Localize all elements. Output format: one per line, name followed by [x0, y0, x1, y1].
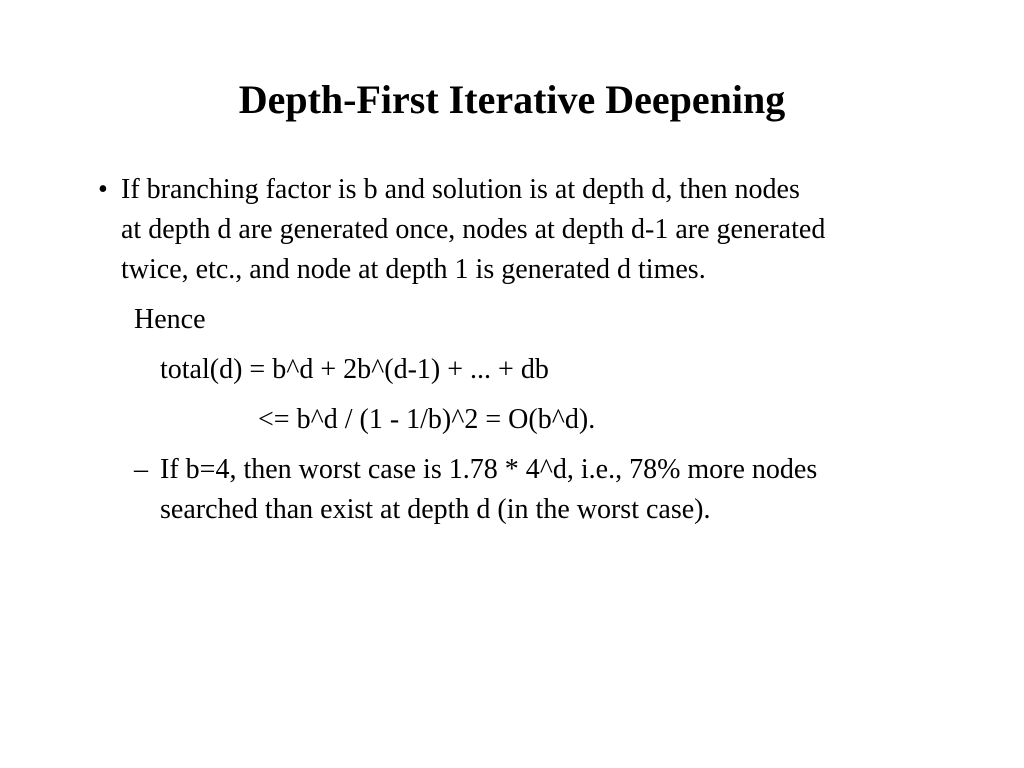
- formula-line-2: <= b^d / (1 - 1/b)^2 = O(b^d).: [258, 404, 596, 435]
- bullet-line-3: twice, etc., and node at depth 1 is generated d times.: [121, 254, 706, 285]
- sub-bullet-marker: –: [134, 454, 148, 485]
- bullet-marker: •: [98, 174, 108, 205]
- sub-bullet-line-2: searched than exist at depth d (in the worst case).: [160, 494, 711, 525]
- formula-line-1: total(d) = b^d + 2b^(d-1) + ... + db: [160, 354, 549, 385]
- sub-bullet-line-1: If b=4, then worst case is 1.78 * 4^d, i.e., 78% more nodes: [160, 454, 818, 485]
- bullet-line-1: If branching factor is b and solution is at depth d, then nodes: [121, 174, 800, 205]
- slide-title: Depth-First Iterative Deepening: [238, 77, 786, 122]
- bullet-line-2: at depth d are generated once, nodes at depth d-1 are generated: [121, 214, 826, 245]
- hence-label: Hence: [134, 304, 206, 335]
